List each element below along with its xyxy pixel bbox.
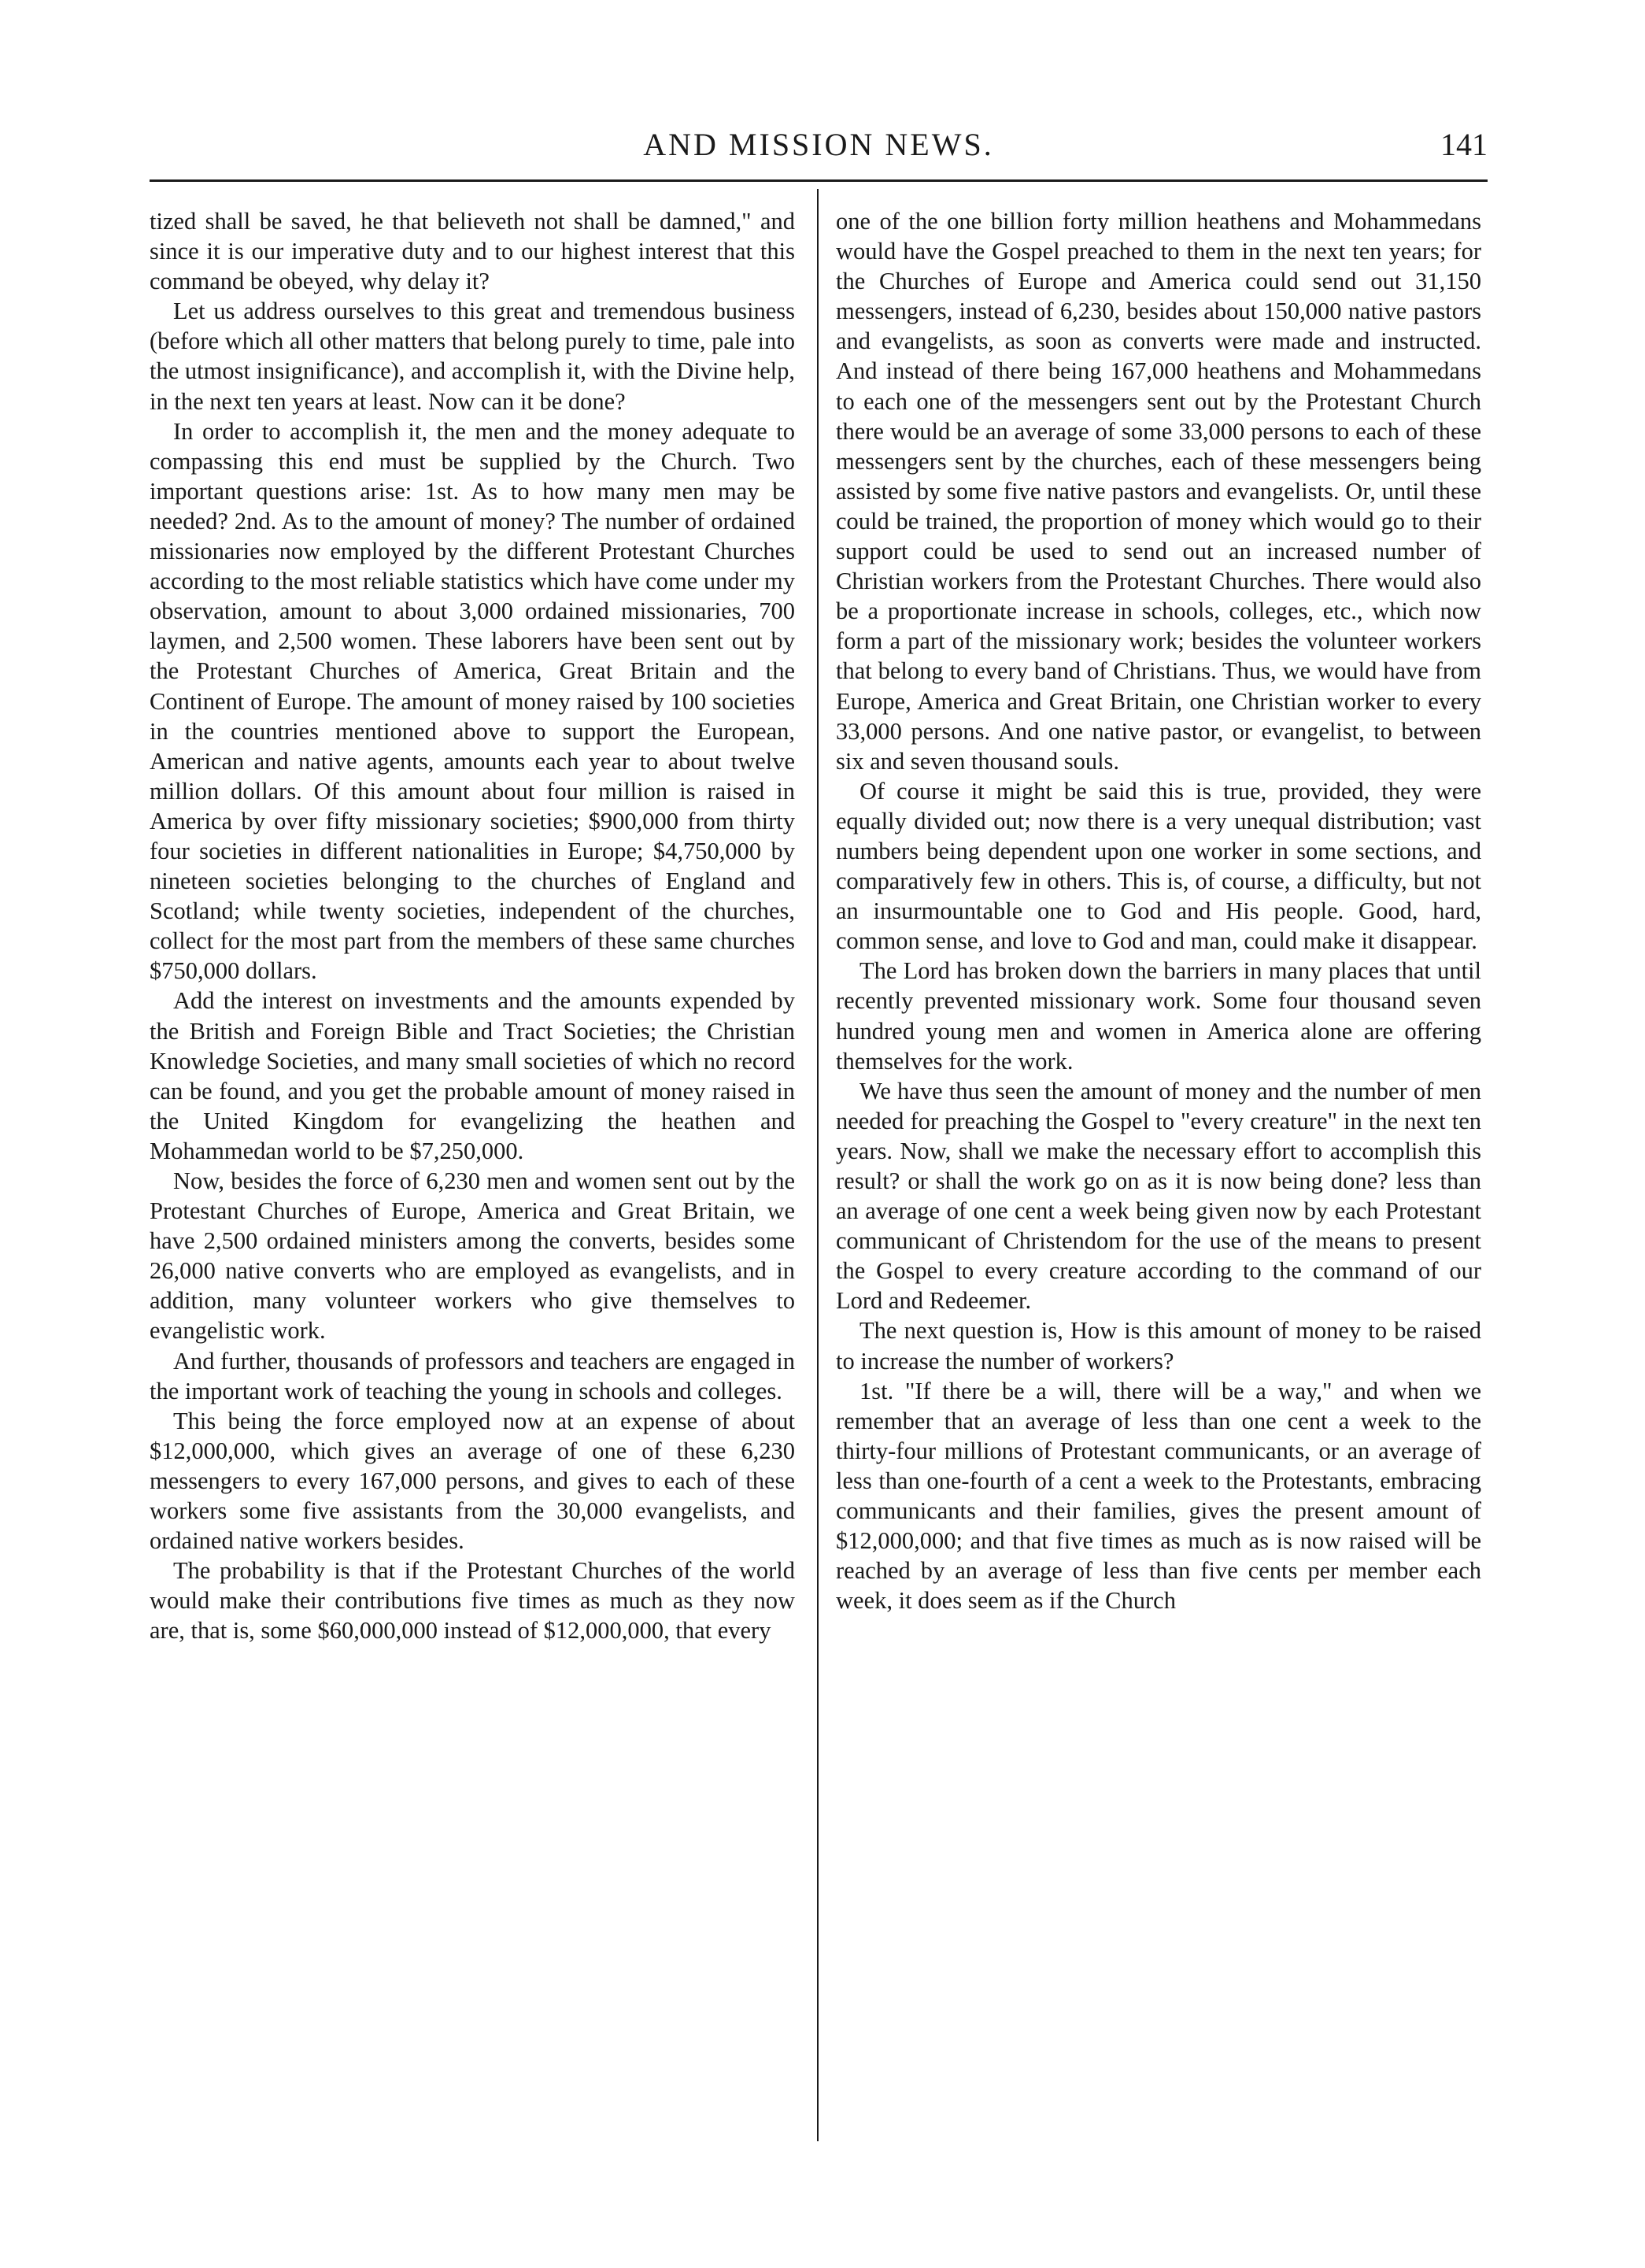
page-header (150, 118, 1488, 181)
paragraph: The probability is that if the Protestant Churches of the world would make their contributions five times as much as they now are, that is, some $60,000,000 instead of $12,000,000, that every (150, 1557, 795, 1645)
paragraph: And further, thousands of professors and teachers are engaged in the important work of teaching the young in schools and colleges. (150, 1347, 795, 1404)
paragraph: one of the one billion forty million heathens and Mohammedans would have the Gospel preached to them in the next ten years; for the Churches of Europe and America could send out 31,150 messengers, instead of 6,230, besides about 150,000 native pastors and evangelists, as soon as converts were made and instructed. And instead of there being 167,000 heathens and Mohammedans to each one of the messengers sent out by the Protestant Church there would be an average of some 33,000 persons to each of these messengers sent by the churches, each of these messengers being assisted by some five native pastors and evangelists. Or, until these could be trained, the proportion of money which would go to their support could be used to send out an increased number of Christian workers from the Protestant Churches. There would also be a proportionate increase in schools, colleges, etc., which now form a part of the missionary work; besides the volunteer workers that belong to every band of Christians. Thus, we would have from Europe, America and Great Britain, one Christian worker to every 33,000 persons. And one native pastor, or evangelist, to between six and seven thousand souls. (836, 208, 1481, 775)
right-column (836, 206, 1481, 2174)
column-rule (817, 189, 819, 2141)
paragraph: The next question is, How is this amount of money to be raised to increase the number of workers? (836, 1317, 1481, 1374)
paragraph: We have thus seen the amount of money and the number of men needed for preaching the Gospel to "every creature" in the next ten years. Now, shall we make the necessary effort to accomplish this result? or shall the work go on as it is now being done? less than an average of one cent a week being given now by each Protestant communicant of Christendom for the use of the means to present the Gospel to every creature according to the command of our Lord and Redeemer. (836, 1077, 1481, 1315)
page-number: 141 (1440, 127, 1488, 162)
paragraph: In order to accomplish it, the men and the money adequate to compassing this end must be supplied by the Church. Two important questions arise: 1st. As to how many men may be needed? 2nd. As to the amount of money? The number of ordained missionaries now employed by the different Protestant Churches according to the most reliable statistics which have come under my observation, amount to about 3,000 ordained missionaries, 700 laymen, and 2,500 women. These laborers have been sent out by the Protestant Churches of America, Great Britain and the Continent of Europe. The amount of money raised by 100 societies in the countries mentioned above to support the European, American and native agents, amounts each year to about twelve million dollars. Of this amount about four million is raised in America by over fifty missionary societies; $900,000 from thirty four societies in different nationalities in Europe; $4,750,000 by nineteen societies belonging to the churches of England and Scotland; while twenty societies, independent of the churches, collect for the most part from the members of these same churches $750,000 dollars. (150, 417, 795, 985)
paragraph: Add the interest on investments and the amounts expended by the British and Foreign Bible and Tract Societies; the Christian Knowledge Societies, and many small societies of which no record can be found, and you get the probable amount of money raised in the United Kingdom for evangelizing the heathen and Mohammedan world to be $7,250,000. (150, 987, 795, 1164)
paragraph: Of course it might be said this is true, provided, they were equally divided out; now there is a very unequal distribution; vast numbers being dependent upon one worker in some sections, and comparatively few in others. This is, of course, a difficulty, but not an insurmountable one to God and His people. Good, hard, common sense, and love to God and man, could make it disappear. (836, 777, 1481, 955)
paragraph: tized shall be saved, he that believeth not shall be damned," and since it is our imperative duty and to our highest interest that this command be obeyed, why delay it? (150, 208, 795, 295)
paragraph: Let us address ourselves to this great and tremendous business (before which all other matters that belong purely to time, pale into the utmost insignificance), and accomplish it, with the Divine help, in the next ten years at least. Now can it be done? (150, 298, 795, 415)
paragraph: Now, besides the force of 6,230 men and women sent out by the Protestant Churches of Europe, America and Great Britain, we have 2,500 ordained ministers among the converts, besides some 26,000 native converts who are employed as evangelists, and in addition, many volunteer workers who give themselves to evangelistic work. (150, 1167, 795, 1345)
paragraph: 1st. "If there be a will, there will be a way," and when we remember that an average of less than one cent a week to the thirty-four millions of Protestant communicants, or an average of less than one-fourth of a cent a week to the Protestants, embracing communicants and their families, gives the present amount of $12,000,000; and that five times as much as is now raised will be reached by an average of less than five cents per member each week, it does seem as if the Church (836, 1377, 1481, 1615)
paragraph: The Lord has broken down the barriers in many places that until recently prevented missionary work. Some four thousand seven hundred young men and women in America alone are offering themselves for the work. (836, 957, 1481, 1075)
header-rule (150, 179, 1488, 182)
running-head: AND MISSION NEWS. (643, 127, 994, 162)
paragraph: This being the force employed now at an expense of about $12,000,000, which gives an average of one of these 6,230 messengers to every 167,000 persons, and gives to each of these workers some five assistants from the 30,000 evangelists, and ordained native workers besides. (150, 1407, 795, 1555)
left-column (150, 206, 795, 2174)
